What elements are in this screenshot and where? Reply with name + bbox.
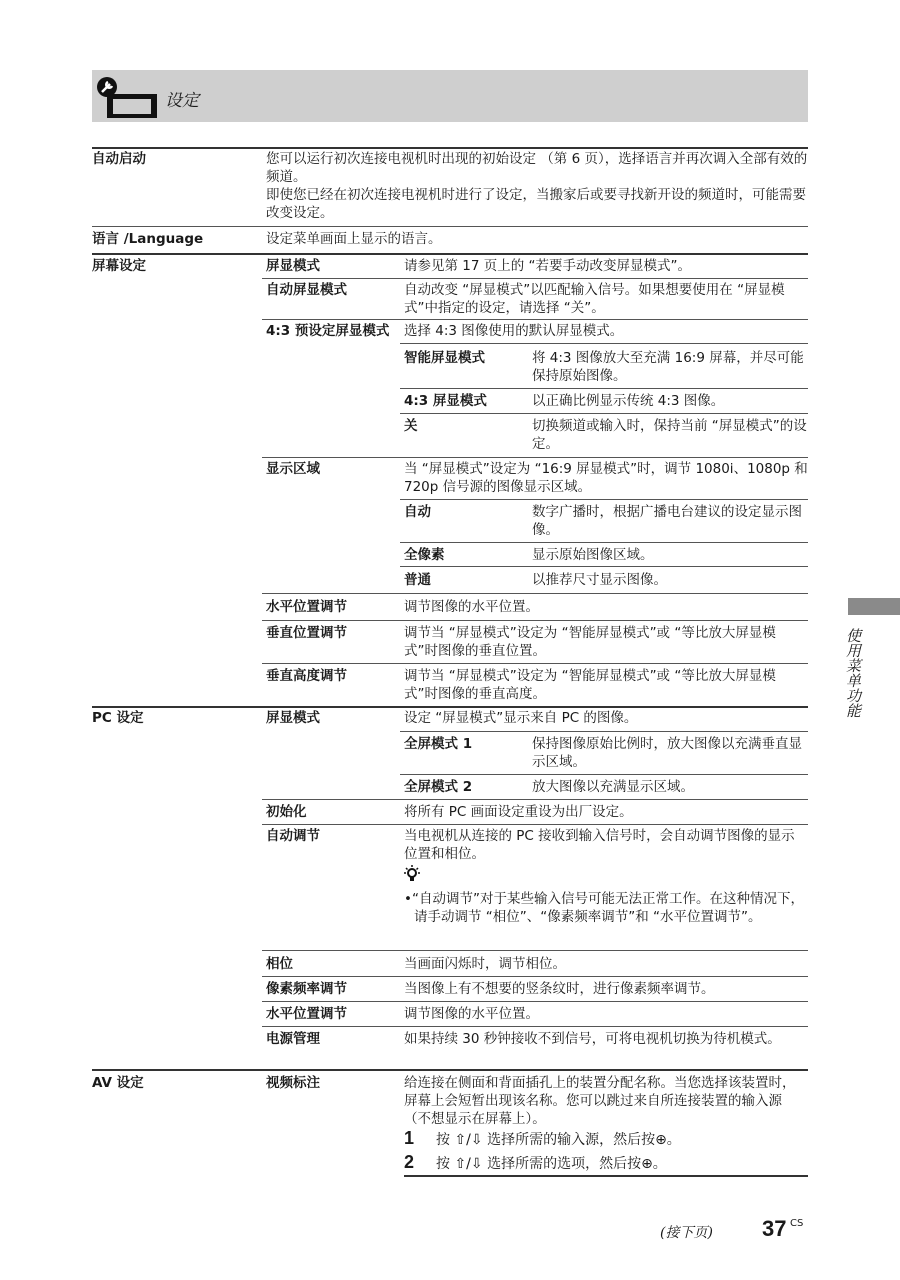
step-2 <box>404 1152 667 1174</box>
row-label-screen: 屏幕设定 <box>92 258 146 274</box>
option-desc: 以推荐尺寸显示图像。 <box>532 572 667 588</box>
item-desc: 如果持续 30 秒钟接收不到信号，可将电视机切换为待机模式。 <box>404 1031 781 1047</box>
divider <box>400 731 808 732</box>
divider <box>262 319 808 320</box>
item-label: 水平位置调节 <box>266 599 347 615</box>
tip-lightbulb-icon <box>404 864 420 882</box>
item-desc: 自动改变 “屏显模式”以匹配输入信号。如果想要使用在 “屏显模式”中指定的设定，请选择 “关”。 <box>404 282 785 316</box>
option-desc: 数字广播时，根据广播电台建议的设定显示图像。 <box>532 504 802 538</box>
step-text: 按 ⇧/⇩ 选择所需的选项，然后按⊕。 <box>436 1156 667 1172</box>
row-label-language: 语言 /Language <box>92 231 204 247</box>
row-desc: 设定菜单画面上显示的语言。 <box>266 231 442 247</box>
step-number: 1 <box>404 1128 415 1148</box>
item-label: 垂直高度调节 <box>266 668 347 684</box>
item-label: 自动调节 <box>266 828 320 844</box>
page-number: 37 <box>762 1216 787 1241</box>
row-label-pc: PC 设定 <box>92 710 144 726</box>
divider <box>400 343 808 344</box>
divider <box>262 976 808 977</box>
section-header <box>92 70 808 122</box>
divider <box>262 1001 808 1002</box>
side-tab-label: 使用菜单功能 <box>844 628 862 718</box>
divider <box>400 774 808 775</box>
option-desc: 切换频道或输入时，保持当前 “屏显模式”的设定。 <box>532 418 807 452</box>
item-desc: 设定 “屏显模式”显示来自 PC 的图像。 <box>404 710 638 726</box>
item-label: 自动屏显模式 <box>266 282 347 298</box>
divider <box>400 413 808 414</box>
option-label: 全像素 <box>404 547 445 563</box>
option-desc: 将 4:3 图像放大至充满 16:9 屏幕，并尽可能保持原始图像。 <box>532 350 804 384</box>
item-desc: 当图像上有不想要的竖条纹时，进行像素频率调节。 <box>404 981 715 997</box>
divider <box>262 620 808 621</box>
side-tab <box>848 598 900 615</box>
item-desc: 调节当 “屏显模式”设定为 “智能屏显模式”或 “等比放大屏显模式”时图像的垂直位置。 <box>404 625 776 659</box>
item-label: 视频标注 <box>266 1075 320 1091</box>
page-suffix: CS <box>790 1218 804 1229</box>
divider <box>400 388 808 389</box>
item-label: 垂直位置调节 <box>266 625 347 641</box>
tip-text: •“自动调节”对于某些输入信号可能无法正常工作。在这种情况下，请手动调节 “相位”、“像素频率调节”和 “水平位置调节”。 <box>404 891 804 925</box>
divider <box>262 1026 808 1027</box>
option-desc: 以正确比例显示传统 4:3 图像。 <box>532 393 725 409</box>
row-desc: 您可以运行初次连接电视机时出现的初始设定 （第 6 页），选择语言并再次调入全部有效的频道。 <box>266 151 808 185</box>
row-desc: 即使您已经在初次连接电视机时进行了设定，当搬家后或要寻找新开设的频道时，可能需要改变设定。 <box>266 187 806 221</box>
option-label: 全屏模式 1 <box>404 736 473 752</box>
option-label: 关 <box>404 418 418 434</box>
option-label: 自动 <box>404 504 431 520</box>
page-title: 设定 <box>165 91 199 111</box>
divider <box>262 593 808 594</box>
item-desc: 请参见第 17 页上的 “若要手动改变屏显模式”。 <box>404 258 692 274</box>
divider <box>92 226 808 227</box>
divider <box>92 253 808 255</box>
continued-label: (接下页) <box>660 1225 713 1241</box>
step-number: 2 <box>404 1152 415 1172</box>
item-label: 水平位置调节 <box>266 1006 347 1022</box>
row-label-auto-start: 自动启动 <box>92 151 146 167</box>
item-desc: 当电视机从连接的 PC 接收到输入信号时，会自动调节图像的显示位置和相位。 <box>404 828 795 862</box>
item-label: 初始化 <box>266 804 307 820</box>
option-desc: 放大图像以充满显示区域。 <box>532 779 694 795</box>
step-1 <box>404 1128 681 1150</box>
divider <box>400 499 808 500</box>
divider <box>262 950 808 951</box>
divider <box>262 663 808 664</box>
option-label: 智能屏显模式 <box>404 350 485 366</box>
item-desc: 当画面闪烁时，调节相位。 <box>404 956 566 972</box>
item-desc: 调节图像的水平位置。 <box>404 1006 539 1022</box>
item-desc: 当 “屏显模式”设定为 “16:9 屏显模式”时，调节 1080i、1080p 和 720p 信号源的图像显示区域。 <box>404 461 808 495</box>
divider <box>400 566 808 567</box>
option-label: 4:3 屏显模式 <box>404 393 487 409</box>
item-label: 屏显模式 <box>266 258 320 274</box>
option-label: 全屏模式 2 <box>404 779 473 795</box>
row-label-av: AV 设定 <box>92 1075 144 1091</box>
item-desc: 将所有 PC 画面设定重设为出厂设定。 <box>404 804 633 820</box>
divider <box>262 278 808 279</box>
divider <box>92 147 808 149</box>
item-desc: 给连接在侧面和背面插孔上的装置分配名称。当您选择该装置时，屏幕上会短暂出现该名称。您可以跳过来自所连接装置的输入源 （不想显示在屏幕上）。 <box>404 1075 796 1127</box>
option-desc: 保持图像原始比例时，放大图像以充满垂直显示区域。 <box>532 736 802 770</box>
item-label: 电源管理 <box>266 1031 320 1047</box>
item-label: 4:3 预设定屏显模式 <box>266 323 390 339</box>
option-desc: 显示原始图像区域。 <box>532 547 654 563</box>
divider <box>262 799 808 800</box>
item-desc: 调节当 “屏显模式”设定为 “智能屏显模式”或 “等比放大屏显模式”时图像的垂直高度。 <box>404 668 776 702</box>
divider <box>92 706 808 708</box>
divider <box>400 542 808 543</box>
item-label: 相位 <box>266 956 293 972</box>
item-desc: 选择 4:3 图像使用的默认屏显模式。 <box>404 323 624 339</box>
item-label: 像素频率调节 <box>266 981 347 997</box>
item-label: 显示区域 <box>266 461 320 477</box>
option-label: 普通 <box>404 572 431 588</box>
divider <box>262 457 808 458</box>
step-text: 按 ⇧/⇩ 选择所需的输入源，然后按⊕。 <box>436 1132 681 1148</box>
divider <box>92 1069 808 1071</box>
divider <box>262 824 808 825</box>
item-desc: 调节图像的水平位置。 <box>404 599 539 615</box>
divider <box>404 1175 808 1177</box>
item-label: 屏显模式 <box>266 710 320 726</box>
wrench-screen-icon <box>96 76 160 120</box>
